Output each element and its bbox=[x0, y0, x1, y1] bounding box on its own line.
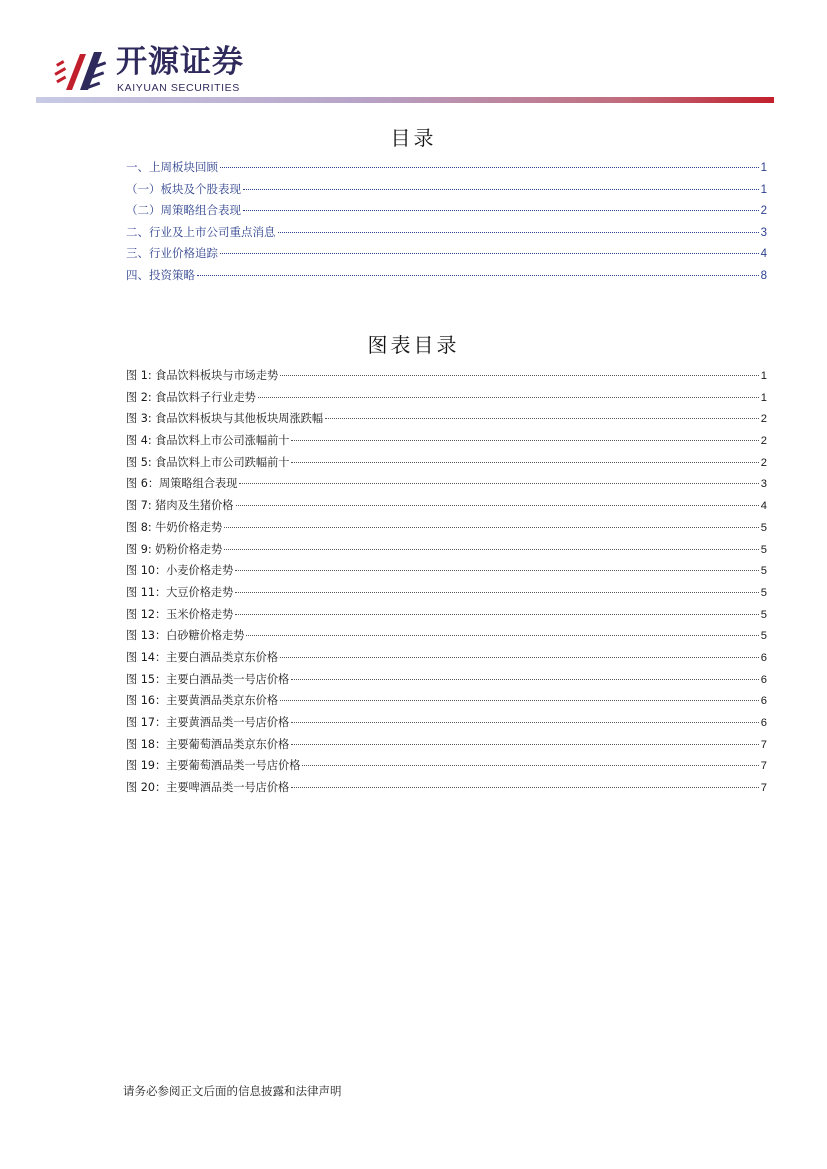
figure-toc-item[interactable] bbox=[126, 734, 767, 756]
toc-leader bbox=[220, 253, 759, 254]
figure-toc-page: 2 bbox=[760, 435, 767, 448]
figure-toc-item[interactable] bbox=[126, 712, 767, 734]
toc-leader bbox=[258, 397, 759, 398]
figure-toc-label: 图 7: 猪肉及生猪价格 bbox=[126, 499, 234, 513]
toc-item-label: 三、行业价格追踪 bbox=[126, 246, 218, 261]
figure-toc-item[interactable] bbox=[126, 777, 767, 799]
figure-toc-label: 图 2: 食品饮料子行业走势 bbox=[126, 390, 256, 404]
toc-item-label: （一）板块及个股表现 bbox=[126, 181, 241, 196]
toc-leader bbox=[235, 592, 758, 593]
figure-toc-label: 图 17：主要黄酒品类一号店价格 bbox=[126, 716, 290, 729]
toc-item[interactable] bbox=[126, 179, 767, 201]
figures-toc-title: 图表目录 bbox=[367, 333, 460, 357]
figure-toc-page: 7 bbox=[760, 738, 767, 751]
toc-leader bbox=[236, 505, 759, 506]
toc-leader bbox=[243, 210, 759, 211]
figure-toc-item[interactable] bbox=[126, 604, 767, 626]
toc-item-page: 8 bbox=[760, 269, 767, 282]
figure-toc-label: 图 19：主要葡萄酒品类一号店价格 bbox=[126, 759, 301, 773]
toc-item[interactable] bbox=[126, 200, 767, 222]
toc-leader bbox=[278, 232, 759, 233]
figure-toc-label: 图 12：玉米价格走势 bbox=[126, 607, 234, 621]
figure-toc-page: 2 bbox=[760, 413, 767, 426]
table-of-contents bbox=[126, 157, 767, 287]
figure-toc-label: 图 13：白砂糖价格走势 bbox=[126, 629, 245, 643]
figure-toc-page: 5 bbox=[760, 586, 767, 599]
figure-toc-item[interactable] bbox=[126, 473, 767, 495]
figure-toc-item[interactable] bbox=[126, 669, 767, 691]
toc-leader bbox=[302, 765, 758, 766]
figure-toc-label: 图 14：主要白酒品类京东价格 bbox=[126, 650, 279, 664]
toc-item[interactable] bbox=[126, 157, 767, 179]
toc-leader bbox=[291, 440, 758, 441]
figure-toc-label: 图 15：主要白酒品类一号店价格 bbox=[126, 672, 290, 686]
toc-leader bbox=[280, 657, 759, 658]
figure-toc-item[interactable] bbox=[126, 452, 767, 474]
toc-item[interactable] bbox=[126, 243, 767, 265]
toc-leader bbox=[224, 549, 758, 550]
toc-leader bbox=[220, 167, 759, 168]
toc-item-page: 1 bbox=[760, 162, 767, 174]
toc-item[interactable] bbox=[126, 222, 767, 244]
figure-toc-item[interactable] bbox=[126, 755, 767, 777]
figure-toc-label: 图 1: 食品饮料板块与市场走势 bbox=[126, 369, 279, 382]
toc-item-page: 1 bbox=[760, 183, 767, 196]
company-name-cn: 开源证券 bbox=[116, 44, 244, 80]
figure-toc-label: 图 20：主要啤酒品类一号店价格 bbox=[126, 781, 290, 795]
figure-toc-label: 图 16：主要黄酒品类京东价格 bbox=[126, 694, 279, 708]
toc-item-page: 2 bbox=[760, 205, 767, 218]
figure-toc-item[interactable] bbox=[126, 387, 767, 409]
figure-toc-page: 5 bbox=[760, 543, 767, 556]
toc-item-label: （二）周策略组合表现 bbox=[126, 203, 241, 218]
toc-leader bbox=[280, 375, 759, 376]
toc-leader bbox=[235, 570, 758, 571]
kaiyuan-logo-icon bbox=[50, 44, 112, 96]
header-divider bbox=[36, 97, 774, 103]
figure-toc-page: 6 bbox=[760, 717, 767, 729]
figure-toc-label: 图 18：主要葡萄酒品类京东价格 bbox=[126, 737, 290, 751]
figure-toc-item[interactable] bbox=[126, 430, 767, 452]
figure-toc-page: 7 bbox=[760, 782, 767, 795]
figure-toc-page: 1 bbox=[760, 391, 767, 404]
figure-toc-page: 3 bbox=[760, 478, 767, 491]
toc-item-label: 四、投资策略 bbox=[126, 267, 195, 282]
toc-item-page: 3 bbox=[760, 226, 767, 239]
figure-toc-item[interactable] bbox=[126, 560, 767, 582]
figure-toc-page: 2 bbox=[760, 456, 767, 469]
figure-toc-label: 图 6：周策略组合表现 bbox=[126, 477, 238, 491]
figure-toc-label: 图 11：大豆价格走势 bbox=[126, 585, 234, 599]
figures-table-of-contents bbox=[126, 365, 767, 799]
figure-toc-page: 7 bbox=[760, 760, 767, 773]
toc-leader bbox=[291, 679, 759, 680]
toc-leader bbox=[239, 483, 758, 484]
toc-title: 目录 bbox=[390, 126, 437, 150]
figure-toc-item[interactable] bbox=[126, 582, 767, 604]
toc-leader bbox=[291, 787, 759, 788]
figure-toc-item[interactable] bbox=[126, 495, 767, 517]
toc-item[interactable] bbox=[126, 265, 767, 287]
figure-toc-page: 5 bbox=[760, 608, 767, 621]
toc-leader bbox=[280, 700, 759, 701]
toc-leader bbox=[291, 744, 759, 745]
figure-toc-item[interactable] bbox=[126, 625, 767, 647]
footer-disclaimer: 请务必参阅正文后面的信息披露和法律声明 bbox=[123, 1084, 342, 1098]
figure-toc-item[interactable] bbox=[126, 517, 767, 539]
toc-leader bbox=[246, 635, 758, 636]
figure-toc-page: 6 bbox=[760, 673, 767, 686]
figure-toc-item[interactable] bbox=[126, 647, 767, 669]
figure-toc-page: 1 bbox=[760, 370, 767, 382]
figure-toc-item[interactable] bbox=[126, 690, 767, 712]
figure-toc-page: 5 bbox=[760, 565, 767, 578]
figure-toc-page: 5 bbox=[760, 630, 767, 643]
company-name-en: KAIYUAN SECURITIES bbox=[117, 82, 240, 94]
toc-leader bbox=[291, 462, 758, 463]
toc-leader bbox=[235, 614, 758, 615]
figure-toc-label: 图 3: 食品饮料板块与其他板块周涨跌幅 bbox=[126, 412, 324, 426]
figure-toc-label: 图 10：小麦价格走势 bbox=[126, 564, 234, 578]
figure-toc-label: 图 5: 食品饮料上市公司跌幅前十 bbox=[126, 455, 290, 469]
figure-toc-item[interactable] bbox=[126, 365, 767, 387]
toc-leader bbox=[197, 275, 759, 276]
toc-item-label: 二、行业及上市公司重点消息 bbox=[126, 224, 276, 239]
toc-leader bbox=[224, 527, 758, 528]
figure-toc-page: 4 bbox=[760, 500, 767, 513]
figure-toc-page: 6 bbox=[760, 695, 767, 708]
figure-toc-item[interactable] bbox=[126, 539, 767, 561]
toc-item-page: 4 bbox=[760, 248, 767, 261]
figure-toc-page: 6 bbox=[760, 651, 767, 664]
figure-toc-page: 5 bbox=[760, 521, 767, 534]
toc-leader bbox=[243, 189, 759, 190]
figure-toc-item[interactable] bbox=[126, 408, 767, 430]
toc-leader bbox=[325, 418, 759, 419]
toc-item-label: 一、上周板块回顾 bbox=[126, 160, 218, 174]
figure-toc-label: 图 9: 奶粉价格走势 bbox=[126, 542, 223, 556]
toc-leader bbox=[291, 722, 759, 723]
figure-toc-label: 图 4: 食品饮料上市公司涨幅前十 bbox=[126, 434, 290, 448]
figure-toc-label: 图 8: 牛奶价格走势 bbox=[126, 520, 223, 534]
page-header bbox=[0, 0, 827, 108]
